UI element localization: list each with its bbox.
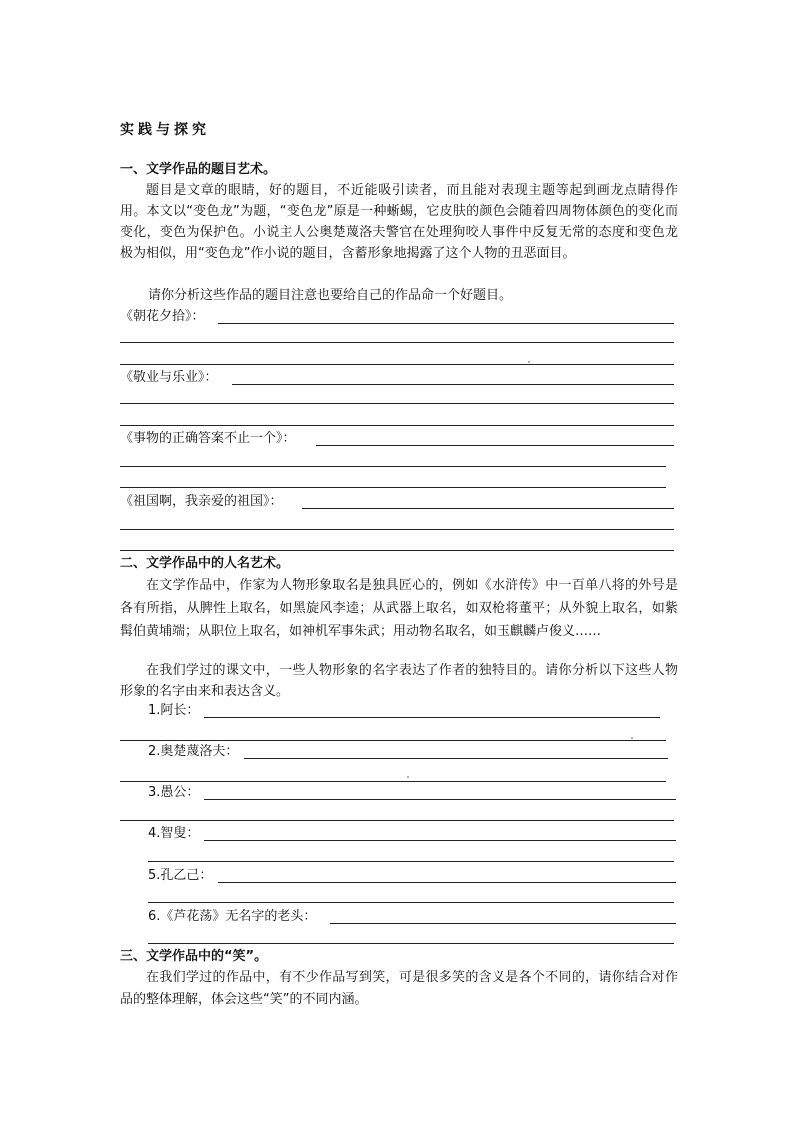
document-title: 实践与探究 (120, 122, 210, 138)
answer-prompt-kongyiji (148, 866, 212, 886)
answer-line[interactable] (120, 529, 674, 530)
answer-line[interactable] (218, 323, 674, 324)
prompt-label: 2.奥楚蔑洛夫： (148, 744, 239, 759)
answer-line[interactable] (120, 740, 666, 741)
prompt-label: 6.《芦花荡》无名字的老头： (148, 909, 317, 924)
prompt-label: 4.智叟： (148, 826, 200, 841)
prompt-label: 5.孔乙己： (148, 868, 213, 883)
section-2-paragraph: 在文学作品中，作家为人物形象取名是独具匠心的，例如《水浒传》中一百单八将的外号是各有所指，从脾性上取名，如黑旋风李逵；从武器上取名，如双枪将董平；从外貌上取名，如紫髯伯黄埔端；从职位上取名，如神机军事朱武；用动物名取名，如玉麒麟卢俊义…… (120, 578, 678, 639)
section-2-heading: 二、文学作品中的人名艺术。 (120, 556, 290, 571)
answer-prompt-yugong (148, 783, 199, 803)
section-2-instruction: 在我们学过的课文中，一些人物形象的名字表达了作者的独特目的。请你分析以下这些人物形象的名字由来和表达含义。 (120, 663, 678, 699)
section-1-instruction: 请你分析这些作品的题目注意也要给自己的作品命一个好题目。 (148, 288, 513, 303)
answer-line[interactable] (148, 902, 674, 903)
prompt-label: 《祖国啊，我亲爱的祖国》： (120, 494, 283, 509)
answer-line[interactable] (218, 882, 676, 883)
answer-prompt-aochumieluofu (148, 742, 238, 762)
answer-line[interactable] (232, 384, 674, 385)
answer-line[interactable] (148, 943, 674, 944)
prompt-label: 《事物的正确答案不止一个》： (120, 431, 296, 446)
section-1-paragraph: 题目是文章的眼睛，好的题目，不近能吸引读者，而且能对表现主题等起到画龙点睛得作用。本文以“变色龙”为题，“变色龙”原是一种蜥蜴，它皮肤的颜色会随着四周物体颜色的变化而变化，变色为保护色。小说主人公奥楚蔑洛夫警官在处理狗咬人事件中反复无常的态度和变色龙极为相似，用“变色龙”作小说的题目，含蓄形象地揭露了这个人物的丑恶面目。 (120, 183, 678, 261)
answer-line[interactable] (244, 758, 668, 759)
print-speck (407, 776, 409, 778)
answer-line[interactable] (204, 717, 660, 718)
answer-line[interactable] (120, 820, 674, 821)
answer-prompt-luhuadang (148, 907, 316, 927)
answer-prompt-zuguo (120, 492, 283, 512)
answer-line[interactable] (120, 487, 666, 488)
answer-line[interactable] (120, 425, 674, 426)
answer-prompt-achang (148, 701, 199, 721)
print-speck (631, 737, 633, 739)
answer-line[interactable] (302, 508, 674, 509)
prompt-label: 1.阿长： (148, 703, 200, 718)
answer-line[interactable] (120, 466, 666, 467)
prompt-label: 3.愚公： (148, 785, 200, 800)
prompt-label: 《敬业与乐业》： (120, 370, 218, 385)
answer-prompt-jingye (120, 368, 218, 388)
print-speck (528, 361, 530, 363)
section-3-heading: 三、文学作品中的“笑”。 (120, 949, 268, 964)
section-1-heading: 一、文学作品的题目艺术。 (120, 162, 277, 177)
answer-line[interactable] (120, 403, 674, 404)
answer-line[interactable] (204, 840, 676, 841)
answer-prompt-zhengque-daan (120, 429, 296, 449)
prompt-label: 《朝花夕拾》： (120, 309, 205, 324)
answer-line[interactable] (120, 781, 666, 782)
answer-prompt-zhisou (148, 824, 199, 844)
answer-prompt-zhaohuaxishi (120, 307, 205, 327)
answer-line[interactable] (120, 342, 674, 343)
answer-line[interactable] (148, 861, 674, 862)
answer-line[interactable] (120, 550, 674, 551)
answer-line[interactable] (330, 923, 676, 924)
answer-line[interactable] (204, 799, 676, 800)
answer-line[interactable] (316, 445, 674, 446)
section-3-paragraph: 在我们学过的作品中，有不少作品写到笑，可是很多笑的含义是各个不同的，请你结合对作品的整体理解，体会这些“笑”的不同内涵。 (120, 970, 678, 1007)
answer-line[interactable] (120, 364, 674, 365)
